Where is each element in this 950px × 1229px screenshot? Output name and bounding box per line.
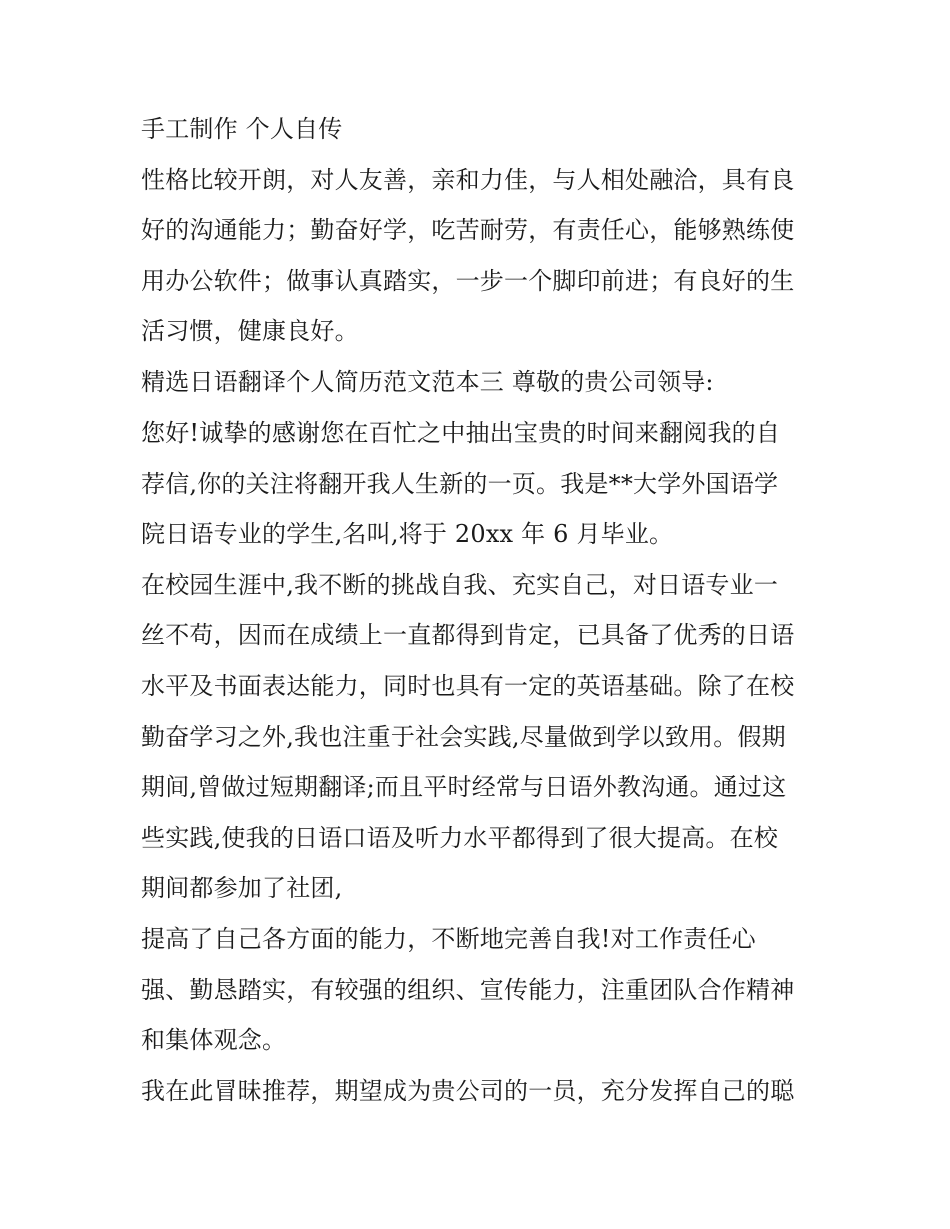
text-line: 您好!诚挚的感谢您在百忙之中抽出宝贵的时间来翻阅我的自 bbox=[141, 419, 781, 447]
text-line: 性格比较开朗，对人友善，亲和力佳，与人相处融洽，具有良 bbox=[141, 166, 795, 194]
section-heading: 精选日语翻译个人简历范文范本三 尊敬的贵公司领导: bbox=[141, 368, 714, 396]
text-line: 我在此冒昧推荐，期望成为贵公司的一员，充分发挥自己的聪 bbox=[141, 1077, 795, 1105]
text-line: 提高了自己各方面的能力，不断地完善自我!对工作责任心 bbox=[141, 925, 756, 953]
text-line: 勤奋学习之外,我也注重于社会实践,尽量做到学以致用。假期 bbox=[141, 723, 786, 751]
text-line: 期间,曾做过短期翻译;而且平时经常与日语外教沟通。通过这 bbox=[141, 773, 787, 801]
text-line: 好的沟通能力；勤奋好学，吃苦耐劳，有责任心，能够熟练使 bbox=[141, 216, 795, 244]
document-title: 手工制作 个人自传 bbox=[141, 115, 343, 143]
text-line: 活习惯，健康良好。 bbox=[141, 317, 359, 345]
text-line: 用办公软件；做事认真踏实，一步一个脚印前进；有良好的生 bbox=[141, 267, 795, 295]
text-line: 和集体观念。 bbox=[141, 1026, 287, 1054]
text-line: 强、勤恳踏实，有较强的组织、宣传能力，注重团队合作精神 bbox=[141, 976, 795, 1004]
text-line: 院日语专业的学生,名叫,将于 20xx 年 6 月毕业。 bbox=[141, 520, 674, 548]
text-line: 在校园生涯中,我不断的挑战自我、充实自己，对日语专业一 bbox=[141, 571, 779, 599]
text-line: 水平及书面表达能力，同时也具有一定的英语基础。除了在校 bbox=[141, 672, 795, 700]
text-line: 荐信,你的关注将翻开我人生新的一页。我是**大学外国语学 bbox=[141, 470, 779, 498]
text-line: 丝不苟，因而在成绩上一直都得到肯定，已具备了优秀的日语 bbox=[141, 621, 795, 649]
text-line: 期间都参加了社团, bbox=[141, 874, 343, 902]
text-line: 些实践,使我的日语口语及听力水平都得到了很大提高。在校 bbox=[141, 824, 779, 852]
